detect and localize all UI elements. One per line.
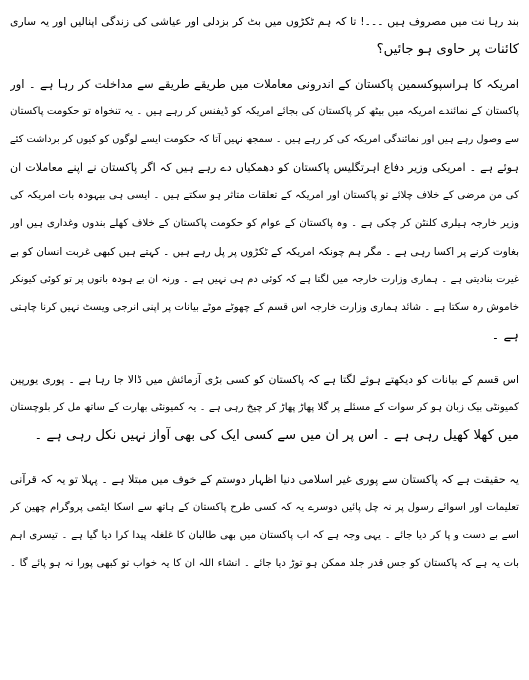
text-line: کائنات پر حاوی ہو جائیں؟ (376, 42, 519, 57)
text-line: بغاوت کرنے پر اکسا رہی ہے ۔ مگر ہم چونکہ امریکہ کے ٹکڑوں پر پل رہے ہیں ۔ کہتے ہیں کبھی غربت انسان کو بے (10, 246, 519, 258)
text-line: پاکستان کے نمائندے امریکہ میں بیٹھ کر پاکستان کی بجائے امریکہ کو ڈیفنس کر رہے ہیں ۔ یہ تنخواہ تو حکومت پاکستان (10, 106, 519, 117)
text-line: کمیونٹی بیک زبان ہو کر سوات کے مسئلے پر گلا پھاڑ پھاڑ کر چیخ رہی ہے ۔ یہ کمیونٹی بھارت کے ساتھ مل کر بلوچستان (10, 402, 519, 413)
text-line: میں کھلا کھیل رہی ہے ۔ اس پر ان میں سے کسی ایک کی بھی آواز نہیں نکل رہی ہے ۔ (34, 428, 519, 443)
text-line: اس قسم کے بیانات کو دیکھتے ہوئے لگتا ہے کہ پاکستان کو کسی بڑی آزمائش میں ڈالا جا رہا ہے ۔ پوری یورپین (10, 373, 519, 386)
text-line: خاموش رہ سکتا ہے ۔ شائد ہماری وزارت خارجہ اس قسم کے چھوٹے موٹے بیانات پر اپنی انرجی ویسٹ نہیں کرنا چاہتی (10, 302, 519, 313)
text-line: بات یہ ہے کہ پاکستان کو جس قدر جلد ممکن ہو توڑ دیا جائے ۔ انشاء اللہ ان کا یہ خواب تو کبھی پورا نہ ہو پائے گا ۔ (10, 558, 519, 569)
paragraph-4 (10, 466, 519, 578)
paragraph-3 (10, 366, 519, 450)
text-line: امریکہ کا ہراسپوکسمین پاکستان کے اندرونی معاملات میں طریقے طریقے سے مداخلت کر رہا ہے ۔ اور (10, 77, 519, 91)
text-line: یہ حقیقت ہے کہ پاکستان سے پوری غیر اسلامی دنیا اظہار دوستم کے خوف میں مبتلا ہے ۔ پہلا تو یہ کہ قرآنی (10, 473, 519, 486)
text-line: بند رہا نت میں مصروف ہیں ۔۔۔! تا کہ ہم ٹکڑوں میں بٹ کر بزدلی اور عیاشی کی زندگی اپنالیں اور یہ ساری (10, 15, 519, 28)
text-line: سے وصول رہے ہیں اور نمائندگی امریکہ کی کر رہے ہیں ۔ سمجھ نہیں آتا کہ حکومت ایسے لوگوں کو کیوں کر برداشت کئے (10, 134, 519, 145)
text-line: ہے ۔ (491, 328, 519, 343)
paragraph-1 (10, 8, 519, 64)
text-line: غیرت بنادیتی ہے ۔ ہماری وزارت خارجہ میں لگتا ہے کہ کوئی دم ہی نہیں ہے ۔ ورنہ ان بے ہودہ باتوں پر تو کوئی کیونکر (10, 274, 519, 285)
paragraph-2 (10, 70, 519, 350)
text-line: کی من مرضی کے خلاف چلائے تو پاکستان اور امریکہ کے تعلقات متاثر ہو سکتے ہیں ۔ ایسی ہی بیہودہ بات امریکہ کی (10, 190, 519, 201)
text-line: وزیر خارجہ ہیلری کلنٹن کر چکی ہے ۔ وہ پاکستان کے عوام کو حکومت پاکستان کے خلاف کھلے بندوں وغداری ہیں اور (10, 218, 519, 229)
text-line: اسے بے دست و پا کر دیا جائے ۔ یہی وجہ ہے کہ اب پاکستان میں بھی طالبان کا غلغلہ پیدا کرا دیا گیا ہے ۔ تیسری اہم (10, 530, 519, 541)
text-line: ہوئے ہے ۔ امریکی وزیر دفاع اہرتگلیس پاکستان کو دھمکیاں دے رہے ہیں کہ اگر پاکستان نے اپنے معاملات ان (10, 161, 519, 174)
text-line: تعلیمات اور اسوائے رسول پر نہ چل پائیں دوسرے یہ کہ کسی طرح پاکستان کے ہاتھ سے اسکا ایٹمی پروگرام چھین کر (10, 502, 519, 513)
